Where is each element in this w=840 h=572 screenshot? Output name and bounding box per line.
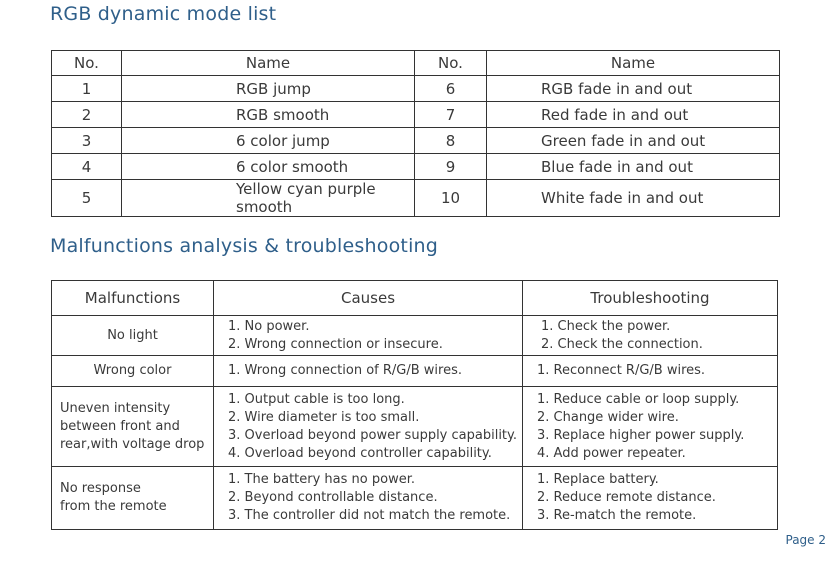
mode-name: Yellow cyan purple smooth (122, 180, 415, 217)
col-header-no: No. (52, 51, 122, 76)
col-header-name: Name (122, 51, 415, 76)
cause-item: 1. Output cable is too long. (228, 391, 405, 407)
cause-item: 2. Wrong connection or insecure. (228, 336, 443, 352)
troubleshooting-cell (523, 467, 778, 530)
table-row (52, 387, 778, 467)
mode-number: 3 (52, 128, 122, 154)
mode-number: 5 (52, 180, 122, 217)
malfunction-text: rear,with voltage drop (60, 436, 205, 452)
troubleshooting-table-header (52, 281, 778, 316)
col-header-name: Name (487, 51, 780, 76)
mode-number: 8 (415, 128, 487, 154)
malfunction-text: No light (107, 327, 158, 343)
causes-cell (214, 387, 523, 467)
mode-name: 6 color smooth (122, 154, 415, 180)
causes-cell (214, 467, 523, 530)
mode-name: RGB jump (122, 76, 415, 102)
col-header-no: No. (415, 51, 487, 76)
table-row (52, 102, 780, 128)
malfunction-cell (52, 356, 214, 387)
cause-item: 3. Overload beyond power supply capability. (228, 427, 517, 443)
causes-cell (214, 356, 523, 387)
troubleshooting-title: Malfunctions analysis & troubleshooting (50, 235, 439, 257)
mode-number: 9 (415, 154, 487, 180)
mode-number: 7 (415, 102, 487, 128)
troubleshooting-item: 2. Check the connection. (541, 336, 703, 352)
col-header-causes: Causes (214, 281, 523, 316)
mode-table (51, 50, 780, 217)
troubleshooting-item: 3. Re-match the remote. (537, 508, 697, 523)
cause-item: 2. Wire diameter is too small. (228, 409, 420, 425)
cause-item: 3. The controller did not match the remote. (228, 508, 511, 523)
malfunction-text: from the remote (60, 499, 167, 514)
mode-name: White fade in and out (487, 180, 780, 217)
troubleshooting-item: 4. Add power repeater. (537, 445, 686, 461)
mode-name: Red fade in and out (487, 102, 780, 128)
cause-item: 1. Wrong connection of R/G/B wires. (228, 363, 462, 378)
troubleshooting-cell (523, 356, 778, 387)
troubleshooting-item: 1. Reduce cable or loop supply. (537, 391, 740, 407)
mode-list-title: RGB dynamic mode list (50, 3, 277, 25)
mode-name: RGB fade in and out (487, 76, 780, 102)
cause-item: 2. Beyond controllable distance. (228, 490, 438, 505)
col-header-malfunctions: Malfunctions (52, 281, 214, 316)
cause-item: 1. No power. (228, 318, 310, 334)
malfunction-text: Uneven intensity (60, 400, 171, 416)
malfunction-cell (52, 467, 214, 530)
causes-cell (214, 316, 523, 356)
table-row (52, 316, 778, 356)
mode-number: 6 (415, 76, 487, 102)
troubleshooting-table (51, 280, 778, 530)
table-row (52, 154, 780, 180)
malfunction-text: Wrong color (93, 363, 172, 378)
mode-number: 1 (52, 76, 122, 102)
mode-number: 10 (415, 180, 487, 217)
mode-number: 4 (52, 154, 122, 180)
troubleshooting-item: 1. Replace battery. (537, 472, 659, 487)
col-header-troubleshooting: Troubleshooting (523, 281, 778, 316)
mode-name: RGB smooth (122, 102, 415, 128)
cause-item: 1. The battery has no power. (228, 472, 415, 487)
troubleshooting-item: 1. Check the power. (541, 318, 671, 334)
malfunction-cell (52, 387, 214, 467)
mode-number: 2 (52, 102, 122, 128)
malfunction-text: between front and (60, 418, 180, 434)
mode-table-header (52, 51, 780, 76)
troubleshooting-cell (523, 387, 778, 467)
mode-name: Green fade in and out (487, 128, 780, 154)
table-row (52, 128, 780, 154)
troubleshooting-item: 2. Change wider wire. (537, 409, 679, 425)
table-row (52, 76, 780, 102)
table-row (52, 180, 780, 217)
malfunction-cell (52, 316, 214, 356)
table-row (52, 356, 778, 387)
table-row (52, 467, 778, 530)
cause-item: 4. Overload beyond controller capability. (228, 445, 492, 461)
troubleshooting-item: 1. Reconnect R/G/B wires. (537, 363, 706, 378)
troubleshooting-item: 3. Replace higher power supply. (537, 427, 745, 443)
malfunction-text: No response (60, 481, 141, 496)
mode-name: 6 color jump (122, 128, 415, 154)
troubleshooting-cell (523, 316, 778, 356)
page-number: Page 2 (785, 533, 826, 547)
mode-name: Blue fade in and out (487, 154, 780, 180)
troubleshooting-item: 2. Reduce remote distance. (537, 490, 716, 505)
